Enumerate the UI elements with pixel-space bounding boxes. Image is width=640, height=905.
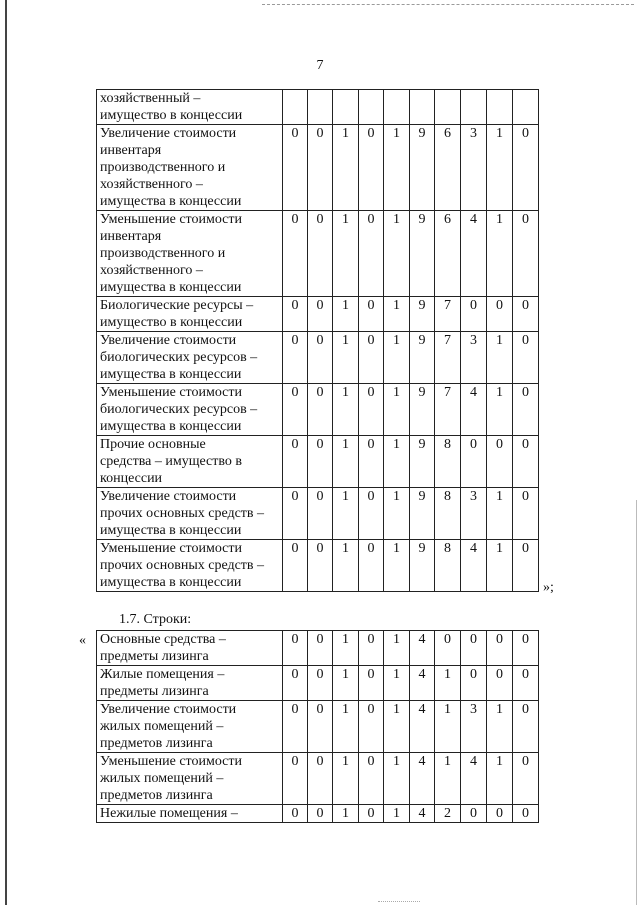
code-digit-cell: 8 [435, 488, 461, 540]
code-digit-cell: 7 [435, 297, 461, 332]
code-digit-cell: 0 [283, 332, 308, 384]
code-digit-cell: 1 [487, 125, 513, 211]
code-digit-cell: 0 [461, 297, 487, 332]
code-digit-cell: 1 [384, 384, 410, 436]
code-digit-cell: 0 [308, 436, 333, 488]
code-digit-cell: 9 [410, 488, 435, 540]
code-digit-cell: 0 [359, 488, 384, 540]
code-digit-cell: 0 [308, 666, 333, 701]
account-name-cell: Уменьшение стоимости жилых помещений – предметов лизинга [97, 753, 283, 805]
code-digit-cell: 1 [333, 540, 359, 592]
code-digit-cell: 1 [487, 332, 513, 384]
code-digit-cell [410, 90, 435, 125]
code-digit-cell [333, 90, 359, 125]
account-name-cell: Увеличение стоимости инвентаря производственного и хозяйственного – имущества в концессии [97, 125, 283, 211]
code-digit-cell: 4 [461, 540, 487, 592]
code-digit-cell: 1 [333, 436, 359, 488]
code-digit-cell: 1 [384, 332, 410, 384]
code-digit-cell: 9 [410, 540, 435, 592]
code-digit-cell: 6 [435, 125, 461, 211]
code-digit-cell: 0 [308, 701, 333, 753]
table-row [97, 90, 539, 125]
code-digit-cell: 1 [487, 211, 513, 297]
code-digit-cell: 1 [333, 753, 359, 805]
code-digit-cell [435, 90, 461, 125]
code-digit-cell: 1 [384, 805, 410, 823]
scan-edge-bottom [378, 901, 420, 902]
scan-edge-top [262, 4, 634, 5]
code-digit-cell: 0 [487, 436, 513, 488]
code-digit-cell: 0 [283, 753, 308, 805]
code-digit-cell: 9 [410, 436, 435, 488]
code-digit-cell: 0 [513, 384, 539, 436]
code-digit-cell: 0 [359, 666, 384, 701]
code-digit-cell: 0 [283, 211, 308, 297]
table-row [97, 436, 539, 488]
code-digit-cell: 0 [435, 631, 461, 666]
code-digit-cell: 0 [283, 805, 308, 823]
code-digit-cell: 1 [487, 701, 513, 753]
code-digit-cell: 0 [513, 666, 539, 701]
code-digit-cell: 1 [384, 753, 410, 805]
code-digit-cell: 1 [333, 332, 359, 384]
code-digit-cell: 1 [384, 125, 410, 211]
code-digit-cell: 4 [410, 753, 435, 805]
code-digit-cell: 7 [435, 332, 461, 384]
table-row [97, 488, 539, 540]
code-digit-cell: 0 [359, 297, 384, 332]
code-digit-cell: 0 [308, 540, 333, 592]
code-table-concession [96, 89, 539, 592]
code-digit-cell: 1 [333, 297, 359, 332]
account-name-cell: Увеличение стоимости прочих основных средств – имущества в концессии [97, 488, 283, 540]
code-digit-cell: 0 [513, 805, 539, 823]
code-digit-cell: 0 [283, 125, 308, 211]
code-digit-cell: 1 [333, 805, 359, 823]
table-row [97, 631, 539, 666]
code-digit-cell: 3 [461, 332, 487, 384]
code-digit-cell [308, 90, 333, 125]
code-digit-cell: 0 [283, 631, 308, 666]
section-heading: 1.7. Строки: [119, 612, 192, 627]
account-name-cell: Основные средства – предметы лизинга [97, 631, 283, 666]
code-digit-cell: 1 [435, 753, 461, 805]
code-digit-cell: 1 [384, 666, 410, 701]
code-digit-cell: 0 [513, 540, 539, 592]
code-digit-cell: 4 [461, 384, 487, 436]
code-digit-cell: 1 [384, 701, 410, 753]
code-digit-cell: 0 [283, 297, 308, 332]
code-digit-cell: 0 [461, 436, 487, 488]
code-digit-cell: 0 [283, 488, 308, 540]
account-name-cell: Увеличение стоимости биологических ресурсов – имущества в концессии [97, 332, 283, 384]
code-digit-cell: 1 [384, 297, 410, 332]
code-digit-cell: 0 [283, 436, 308, 488]
code-digit-cell: 0 [308, 753, 333, 805]
code-digit-cell: 4 [410, 701, 435, 753]
account-name-cell: Биологические ресурсы – имущество в концессии [97, 297, 283, 332]
code-digit-cell: 4 [410, 666, 435, 701]
code-digit-cell: 1 [384, 631, 410, 666]
code-digit-cell: 0 [359, 211, 384, 297]
table-row [97, 805, 539, 823]
code-digit-cell: 0 [283, 540, 308, 592]
code-digit-cell: 1 [487, 384, 513, 436]
code-digit-cell: 0 [359, 384, 384, 436]
code-digit-cell: 0 [487, 805, 513, 823]
code-digit-cell: 1 [333, 125, 359, 211]
code-digit-cell: 0 [308, 384, 333, 436]
table-row [97, 666, 539, 701]
table-row [97, 211, 539, 297]
code-digit-cell: 3 [461, 701, 487, 753]
scan-edge-right [636, 500, 637, 905]
code-digit-cell: 4 [410, 631, 435, 666]
table-row [97, 701, 539, 753]
account-name-cell: Уменьшение стоимости прочих основных средств – имущества в концессии [97, 540, 283, 592]
code-digit-cell: 0 [359, 805, 384, 823]
account-name-cell: Жилые помещения – предметы лизинга [97, 666, 283, 701]
code-digit-cell: 0 [308, 297, 333, 332]
code-digit-cell: 1 [435, 701, 461, 753]
code-digit-cell: 0 [308, 488, 333, 540]
table-body [97, 631, 539, 823]
table-row [97, 384, 539, 436]
account-name-cell: Уменьшение стоимости инвентаря производственного и хозяйственного – имущества в концессии [97, 211, 283, 297]
code-digit-cell: 0 [308, 631, 333, 666]
code-digit-cell: 7 [435, 384, 461, 436]
code-digit-cell: 0 [308, 211, 333, 297]
code-digit-cell [359, 90, 384, 125]
table-row [97, 332, 539, 384]
code-digit-cell: 4 [410, 805, 435, 823]
code-digit-cell: 0 [359, 701, 384, 753]
code-digit-cell: 0 [513, 488, 539, 540]
account-name-cell: Уменьшение стоимости биологических ресурсов – имущества в концессии [97, 384, 283, 436]
code-digit-cell: 9 [410, 332, 435, 384]
code-digit-cell: 9 [410, 211, 435, 297]
code-digit-cell: 0 [513, 631, 539, 666]
code-digit-cell: 1 [487, 540, 513, 592]
code-digit-cell: 9 [410, 384, 435, 436]
code-digit-cell: 0 [283, 701, 308, 753]
account-name-cell: Прочие основные средства – имущество в концессии [97, 436, 283, 488]
code-digit-cell: 1 [384, 488, 410, 540]
code-digit-cell: 0 [513, 436, 539, 488]
code-digit-cell: 0 [487, 631, 513, 666]
code-digit-cell: 9 [410, 297, 435, 332]
code-digit-cell: 0 [308, 332, 333, 384]
code-digit-cell [461, 90, 487, 125]
code-digit-cell: 1 [384, 211, 410, 297]
code-digit-cell: 1 [333, 211, 359, 297]
code-digit-cell [283, 90, 308, 125]
code-digit-cell: 1 [333, 384, 359, 436]
code-digit-cell: 0 [513, 297, 539, 332]
code-digit-cell: 3 [461, 125, 487, 211]
code-digit-cell: 0 [359, 540, 384, 592]
opening-quote: « [79, 633, 86, 648]
table-row [97, 753, 539, 805]
code-digit-cell: 0 [513, 332, 539, 384]
code-digit-cell: 0 [359, 125, 384, 211]
code-digit-cell: 0 [359, 753, 384, 805]
code-digit-cell: 1 [487, 488, 513, 540]
code-digit-cell: 1 [435, 666, 461, 701]
code-digit-cell: 0 [308, 125, 333, 211]
code-digit-cell: 1 [333, 666, 359, 701]
table-row [97, 540, 539, 592]
code-digit-cell: 8 [435, 436, 461, 488]
code-digit-cell: 8 [435, 540, 461, 592]
code-digit-cell: 1 [384, 436, 410, 488]
table-row [97, 125, 539, 211]
code-digit-cell: 0 [513, 211, 539, 297]
code-digit-cell [384, 90, 410, 125]
code-digit-cell: 0 [487, 297, 513, 332]
code-digit-cell: 0 [461, 666, 487, 701]
page-number: 7 [316, 58, 324, 73]
code-digit-cell: 0 [283, 384, 308, 436]
code-digit-cell: 1 [333, 488, 359, 540]
code-digit-cell: 0 [461, 631, 487, 666]
code-digit-cell: 1 [384, 540, 410, 592]
code-digit-cell: 4 [461, 211, 487, 297]
code-digit-cell: 1 [487, 753, 513, 805]
table-body [97, 90, 539, 592]
code-digit-cell: 0 [308, 805, 333, 823]
code-digit-cell: 0 [359, 631, 384, 666]
code-digit-cell: 4 [461, 753, 487, 805]
code-digit-cell: 1 [333, 631, 359, 666]
code-digit-cell: 0 [513, 125, 539, 211]
code-table-leasing [96, 630, 539, 823]
code-digit-cell: 0 [487, 666, 513, 701]
code-digit-cell: 9 [410, 125, 435, 211]
account-name-cell: Увеличение стоимости жилых помещений – предметов лизинга [97, 701, 283, 753]
code-digit-cell: 2 [435, 805, 461, 823]
code-digit-cell: 0 [513, 753, 539, 805]
closing-quote: »; [543, 580, 554, 595]
code-digit-cell: 0 [461, 805, 487, 823]
code-digit-cell: 0 [359, 436, 384, 488]
code-digit-cell [513, 90, 539, 125]
code-digit-cell [487, 90, 513, 125]
code-digit-cell: 0 [513, 701, 539, 753]
code-digit-cell: 3 [461, 488, 487, 540]
code-digit-cell: 1 [333, 701, 359, 753]
account-name-cell: хозяйственный – имущество в концессии [97, 90, 283, 125]
account-name-cell: Нежилые помещения – [97, 805, 283, 823]
code-digit-cell: 0 [359, 332, 384, 384]
scan-edge-left [5, 0, 7, 905]
code-digit-cell: 0 [283, 666, 308, 701]
table-row [97, 297, 539, 332]
code-digit-cell: 6 [435, 211, 461, 297]
